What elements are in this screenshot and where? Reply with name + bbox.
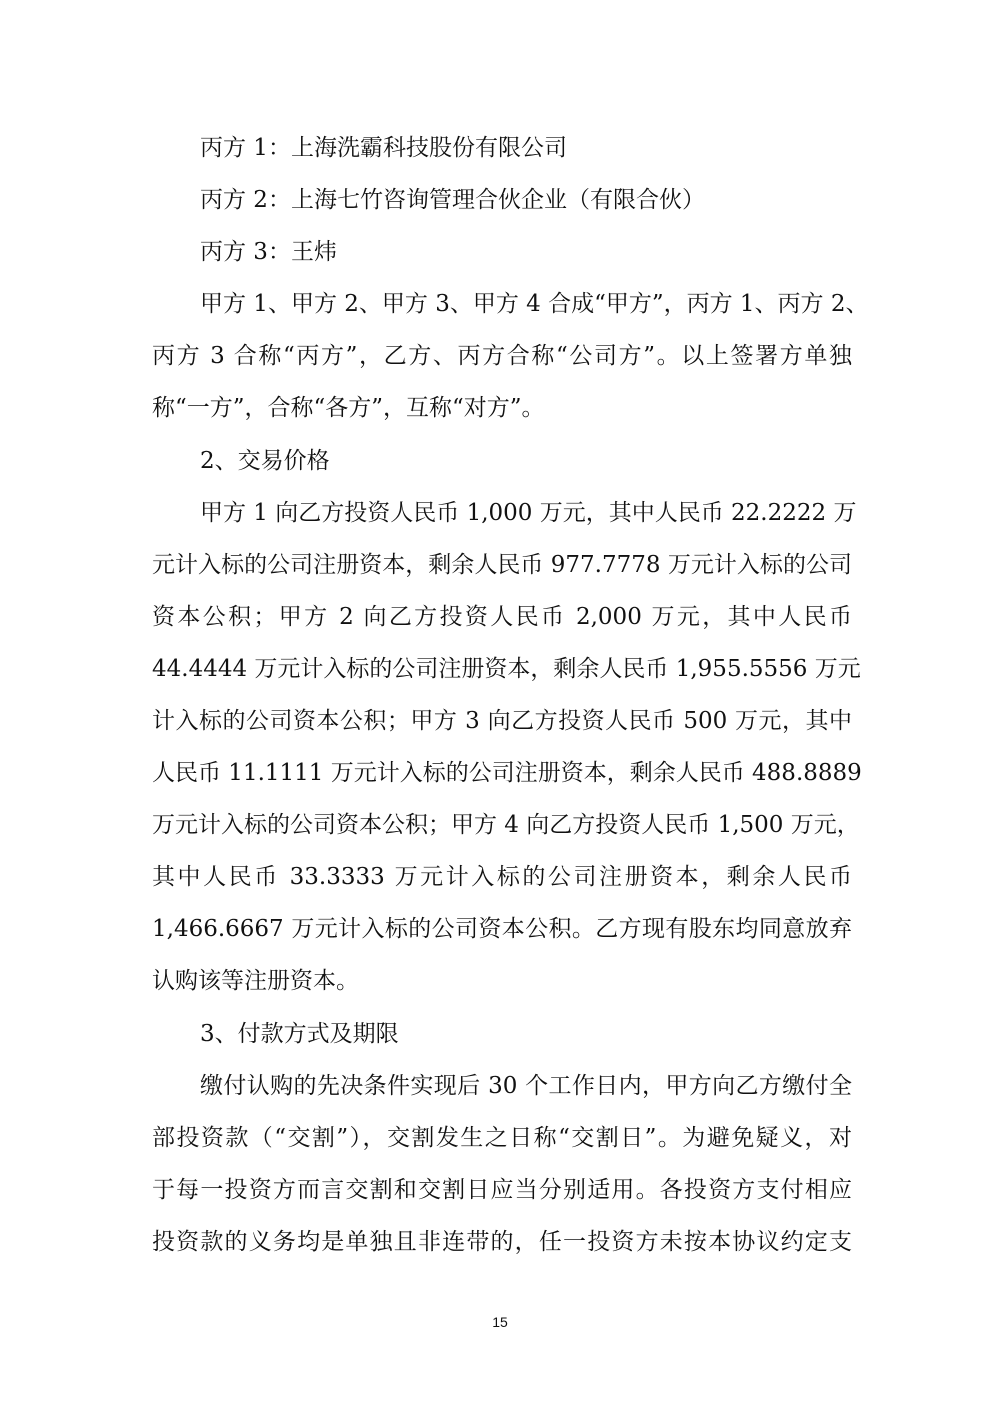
price-paragraph-line-2: 元计入标的公司注册资本，剩余人民币 977.7778 万元计入标的公司: [152, 552, 852, 578]
page-number: 15: [492, 1314, 508, 1330]
parties-definition-line-1: 甲方 1、甲方 2、甲方 3、甲方 4 合成“甲方”，丙方 1、丙方 2、: [200, 291, 869, 317]
price-paragraph-line-6: 人民币 11.1111 万元计入标的公司注册资本，剩余人民币 488.8889: [152, 760, 862, 786]
parties-definition-line-2: 丙方 3 合称“丙方”，乙方、丙方合称“公司方”。以上签署方单独: [152, 343, 852, 369]
price-paragraph-line-7: 万元计入标的公司资本公积；甲方 4 向乙方投资人民币 1,500 万元，: [152, 812, 860, 838]
price-paragraph-line-3: 资本公积；甲方 2 向乙方投资人民币 2,000 万元，其中人民币: [152, 604, 852, 630]
payment-paragraph-line-2: 部投资款（“交割”），交割发生之日称“交割日”。为避免疑义，对: [152, 1125, 852, 1151]
section-heading-payment-terms: 3、付款方式及期限: [200, 1021, 399, 1047]
payment-paragraph-line-3: 于每一投资方而言交割和交割日应当分别适用。各投资方支付相应: [152, 1177, 852, 1203]
payment-paragraph-line-4: 投资款的义务均是单独且非连带的，任一投资方未按本协议约定支: [152, 1229, 852, 1255]
price-paragraph-line-5: 计入标的公司资本公积；甲方 3 向乙方投资人民币 500 万元，其中: [152, 708, 852, 734]
parties-definition-line-3: 称“一方”，合称“各方”，互称“对方”。: [152, 395, 545, 421]
price-paragraph-line-4: 44.4444 万元计入标的公司注册资本，剩余人民币 1,955.5556 万元: [152, 656, 861, 682]
price-paragraph-line-8: 其中人民币 33.3333 万元计入标的公司注册资本，剩余人民币: [152, 864, 852, 890]
payment-paragraph-line-1: 缴付认购的先决条件实现后 30 个工作日内，甲方向乙方缴付全: [200, 1073, 852, 1099]
price-paragraph-line-1: 甲方 1 向乙方投资人民币 1,000 万元，其中人民币 22.2222 万: [200, 500, 857, 526]
price-paragraph-line-10: 认购该等注册资本。: [152, 968, 359, 994]
section-heading-transaction-price: 2、交易价格: [200, 448, 330, 474]
price-paragraph-line-9: 1,466.6667 万元计入标的公司资本公积。乙方现有股东均同意放弃: [152, 916, 852, 942]
party-c1-line: 丙方 1：上海洗霸科技股份有限公司: [200, 135, 567, 161]
party-c2-line: 丙方 2：上海七竹咨询管理合伙企业（有限合伙）: [200, 187, 705, 213]
party-c3-line: 丙方 3：王炜: [200, 239, 337, 265]
